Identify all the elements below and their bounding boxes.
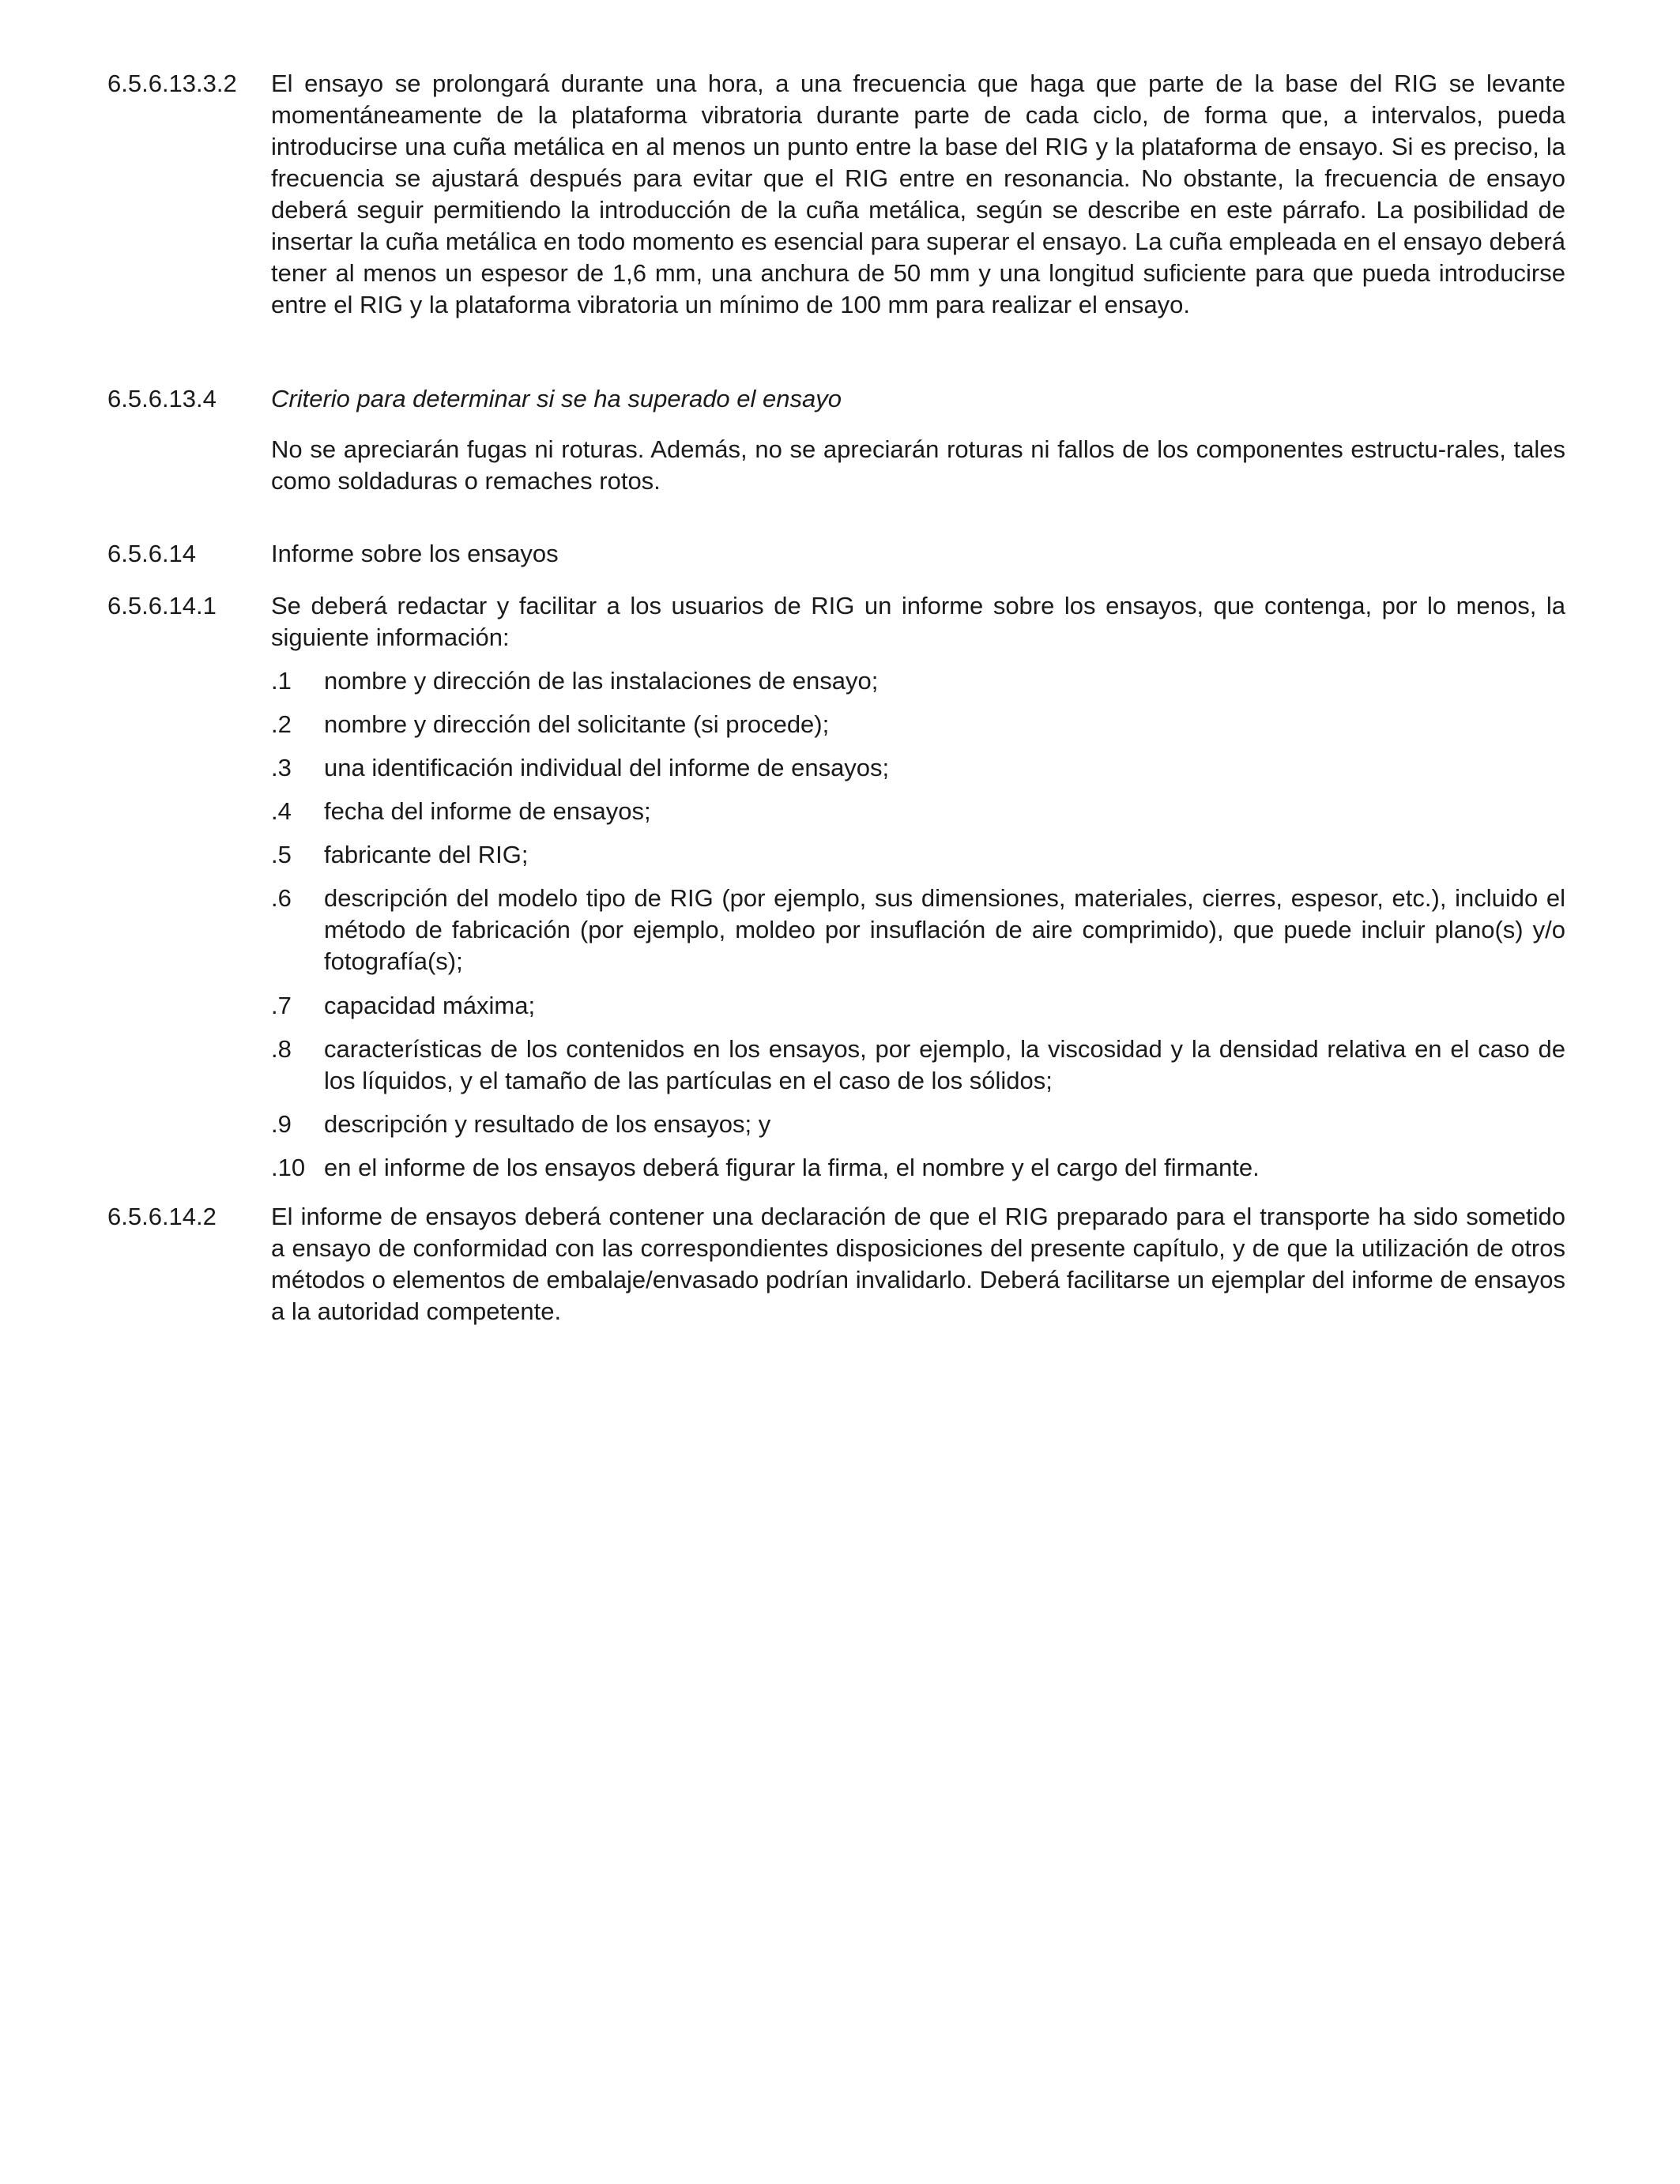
list-item-number: .2 (271, 710, 292, 738)
list-item-text: fecha del informe de ensayos; (324, 797, 651, 825)
section-heading: Informe sobre los ensayos (271, 540, 559, 567)
list-item-text: una identificación individual del informe de ensayos; (324, 754, 890, 781)
list-item-text: descripción y resultado de los ensayos; y (324, 1110, 771, 1138)
list-item-text: nombre y dirección del solicitante (si procede); (324, 710, 830, 738)
list-item-number: .10 (271, 1154, 306, 1181)
list-item-text: capacidad máxima; (324, 992, 536, 1019)
list-item-number: .4 (271, 797, 292, 825)
paragraph-text: El informe de ensayos deberá contener una declaración de que el RIG preparado para el transporte ha sido sometido a ensayo de conformidad con las correspondientes disposiciones del presente capítulo, y de que la utilización de otros métodos o elementos de embalaje/envasado podrían invalidarlo. Deberá facilitarse un ejemplar del informe de ensayos a la autoridad competente. (271, 1203, 1565, 1325)
section-number: 6.5.6.13.3.2 (107, 70, 237, 97)
list-item-text: fabricante del RIG; (324, 841, 529, 868)
section-number: 6.5.6.14 (107, 540, 197, 567)
section-heading: Criterio para determinar si se ha superado el ensayo (271, 385, 842, 412)
list-item-text: nombre y dirección de las instalaciones de ensayo; (324, 667, 879, 695)
list-item-number: .3 (271, 754, 292, 781)
section-number: 6.5.6.14.1 (107, 592, 217, 619)
list-item-number: .8 (271, 1035, 292, 1063)
section-number: 6.5.6.13.4 (107, 385, 217, 412)
paragraph-text: El ensayo se prolongará durante una hora, a una frecuencia que haga que parte de la base del RIG se levante momentáneamente de la plataforma vibratoria durante parte de cada ciclo, de forma que, a intervalos, pueda introducirse una cuña metálica en al menos un punto entre la base del RIG y la plataforma de ensayo. Si es preciso, la frecuencia se ajustará después para evitar que el RIG entre en resonancia. No obstante, la frecuencia de ensayo deberá seguir permitiendo la introducción de la cuña metálica, según se describe en este párrafo. La posibilidad de insertar la cuña metálica en todo momento es esencial para superar el ensayo. La cuña empleada en el ensayo deberá tener al menos un espesor de 1,6 mm, una anchura de 50 mm y una longitud suficiente para que pueda introducirse entre el RIG y la plataforma vibratoria un mínimo de 100 mm para realizar el ensayo. (271, 70, 1565, 318)
paragraph-text: No se apreciarán fugas ni roturas. Además, no se apreciarán roturas ni fallos de los componentes estructu-rales, tales como soldaduras o remaches rotos. (271, 435, 1565, 495)
list-item-number: .9 (271, 1110, 292, 1138)
list-item-number: .7 (271, 992, 292, 1019)
list-item-number: .5 (271, 841, 292, 868)
list-item-text: características de los contenidos en los ensayos, por ejemplo, la viscosidad y la densidad relativa en el caso de los líquidos, y el tamaño de las partículas en el caso de los sólidos; (324, 1035, 1565, 1094)
list-item-text: descripción del modelo tipo de RIG (por ejemplo, sus dimensiones, materiales, cierres, espesor, etc.), incluido el método de fabricación (por ejemplo, moldeo por insuflación de aire comprimido), que puede incluir plano(s) y/o fotografía(s); (324, 884, 1565, 975)
list-item-text: en el informe de los ensayos deberá figurar la firma, el nombre y el cargo del firmante. (324, 1154, 1260, 1181)
list-item-number: .6 (271, 884, 292, 912)
paragraph-text: Se deberá redactar y facilitar a los usuarios de RIG un informe sobre los ensayos, que contenga, por lo menos, la siguiente información: (271, 592, 1565, 651)
list-item-number: .1 (271, 667, 292, 695)
section-number: 6.5.6.14.2 (107, 1203, 217, 1230)
